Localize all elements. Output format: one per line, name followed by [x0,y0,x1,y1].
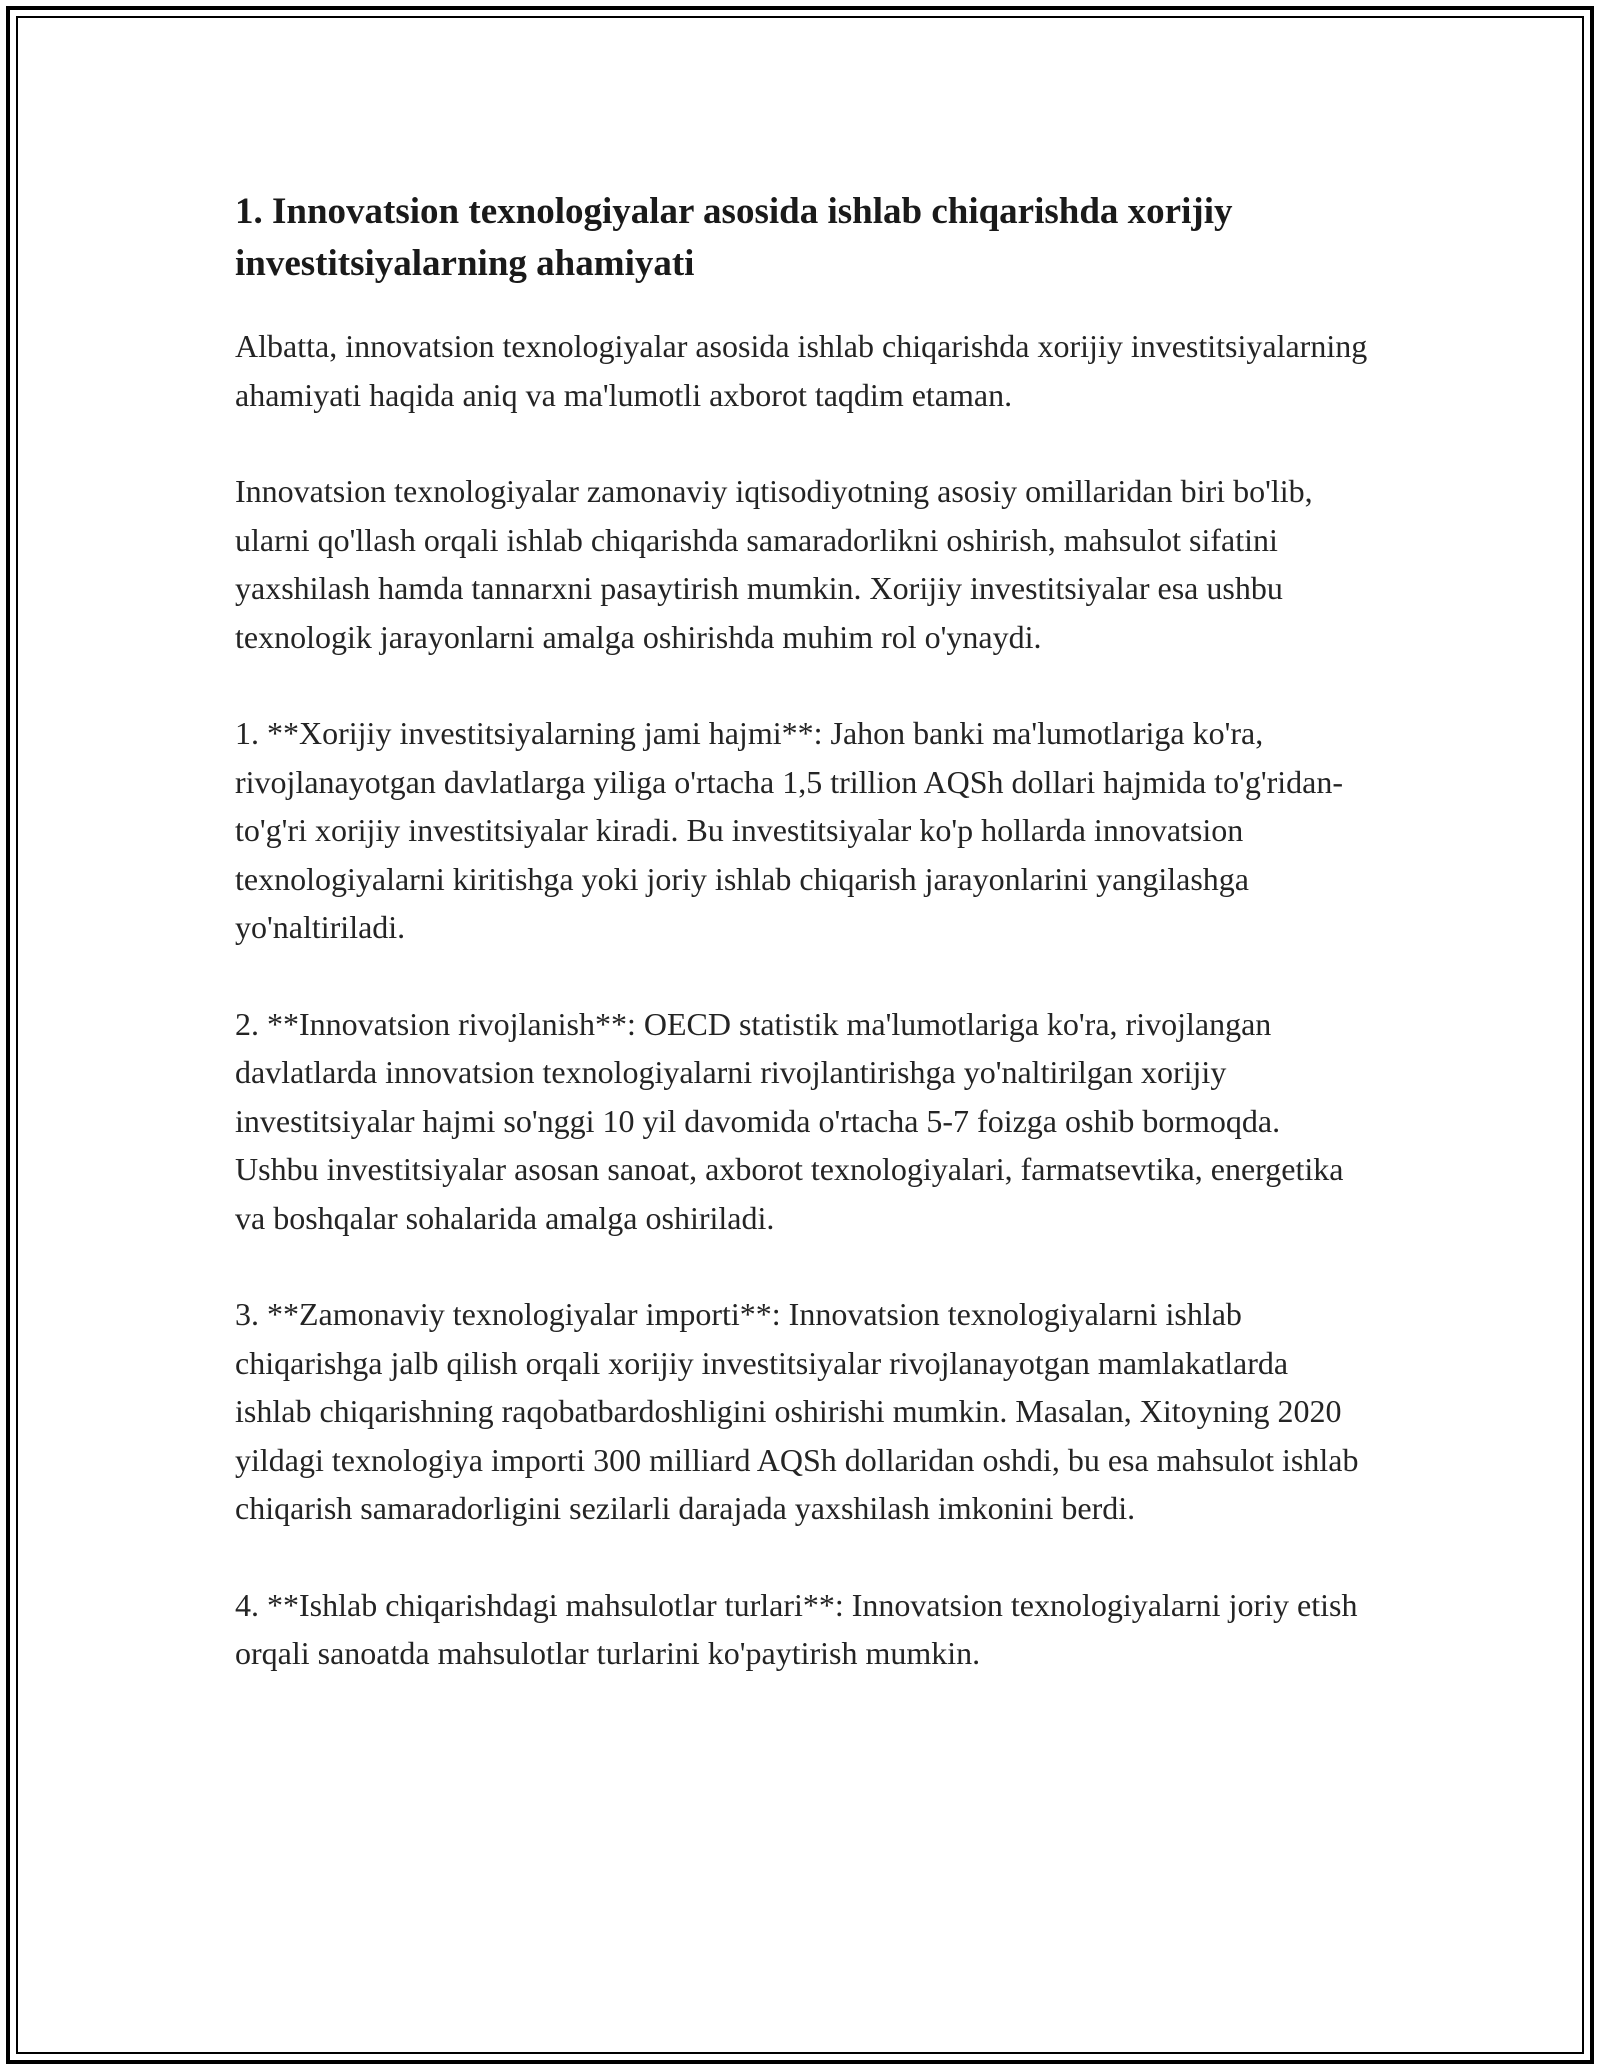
paragraph-point-2: 2. **Innovatsion rivojlanish**: OECD statistik ma'lumotlariga ko'ra, rivojlangan davlatlarda innovatsion texnologiyalarni rivojlantirishga yo'naltirilgan xorijiy investitsiyalar hajmi so'nggi 10 yil davomida o'rtacha 5-7 foizga oshib bormoqda. Ushbu investitsiyalar asosan sanoat, axborot texnologiyalari, farmatsevtika, energetika va boshqalar sohalarida amalga oshiriladi. [235,1005,1344,1236]
document-body [235,186,1370,1726]
document-title: 1. Innovatsion texnologiyalar asosida ishlab chiqarishda xorijiy investitsiyalarning ahamiyati [235,191,1233,284]
paragraph-point-1: 1. **Xorijiy investitsiyalarning jami hajmi**: Jahon banki ma'lumotlariga ko'ra, rivojlanayotgan davlatlarga yiliga o'rtacha 1,5 trillion AQSh dollari hajmida to'g'ridan-to'g'ri xorijiy investitsiyalar kiradi. Bu investitsiyalar ko'p hollarda innovatsion texnologiyalarni kiritishga yoki joriy ishlab chiqarish jarayonlarini yangilashga yo'naltiriladi. [235,715,1343,945]
paragraph-overview: Innovatsion texnologiyalar zamonaviy iqtisodiyotning asosiy omillaridan biri bo'lib, ularni qo'llash orqali ishlab chiqarishda samaradorlikni oshirish, mahsulot sifatini yaxshilash hamda tannarxni pasaytirish mumkin. Xorijiy investitsiyalar esa ushbu texnologik jarayonlarni amalga oshirishda muhim rol o'ynaydi. [235,473,1313,655]
paragraph-intro: Albatta, innovatsion texnologiyalar asosida ishlab chiqarishda xorijiy investitsiyalarning ahamiyati haqida aniq va ma'lumotli axborot taqdim etaman. [235,328,1368,413]
paragraph-point-4: 4. **Ishlab chiqarishdagi mahsulotlar turlari**: Innovatsion texnologiyalarni joriy etish orqali sanoatda mahsulotlar turlarini ko'paytirish mumkin. [235,1586,1358,1671]
paragraph-point-3: 3. **Zamonaviy texnologiyalar importi**: Innovatsion texnologiyalarni ishlab chiqarishga jalb qilish orqali xorijiy investitsiyalar rivojlanayotgan mamlakatlarda ishlab chiqarishning raqobatbardoshligini oshirishi mumkin. Masalan, Xitoyning 2020 yildagi texnologiya importi 300 milliard AQSh dollaridan oshdi, bu esa mahsulot ishlab chiqarish samaradorligini sezilarli darajada yaxshilash imkonini berdi. [235,1296,1359,1526]
